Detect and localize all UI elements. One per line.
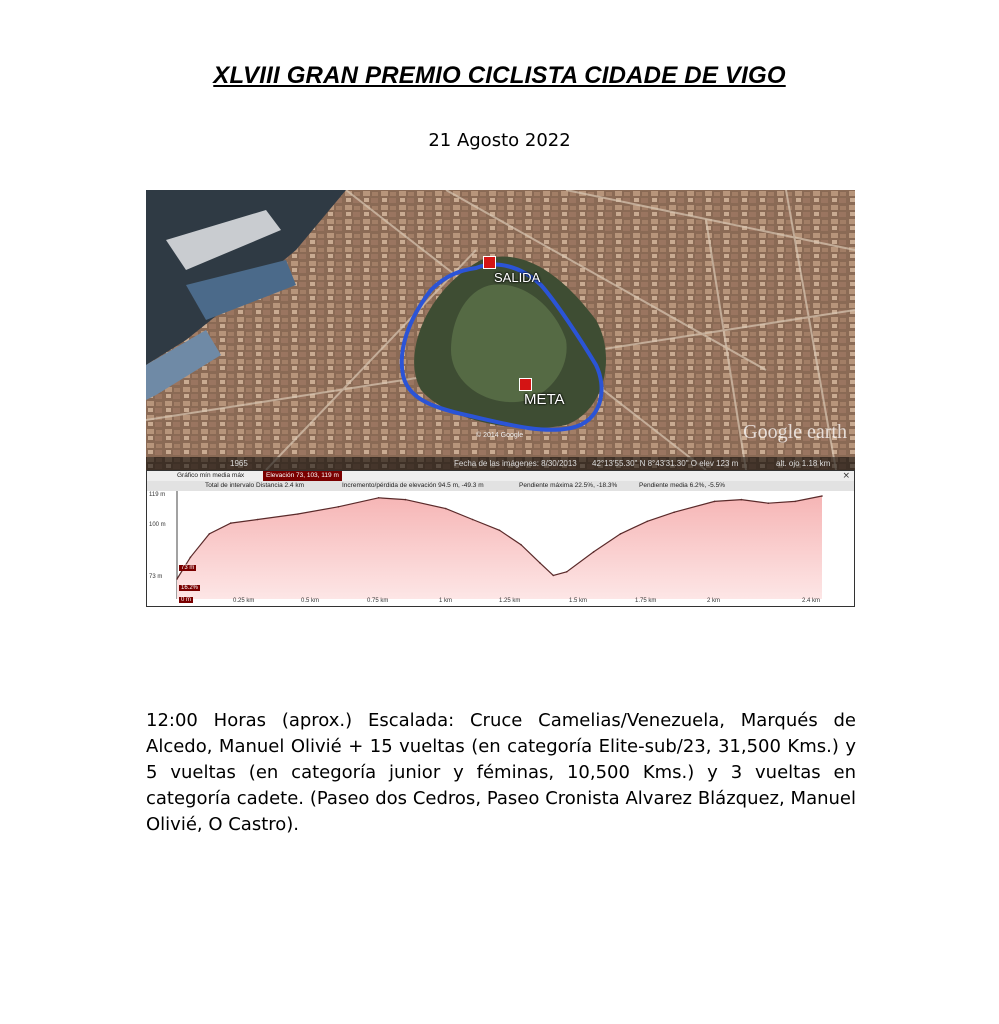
map-year: 1965 <box>230 459 248 468</box>
elevation-point <box>794 501 796 503</box>
map-coords: 42°13'55.30" N 8°43'31.30" O elev 123 m <box>592 459 739 468</box>
elevation-point <box>566 571 568 573</box>
elevation-point <box>176 578 178 580</box>
map-copyright: © 2014 Google <box>476 432 524 439</box>
elevation-point <box>230 522 232 524</box>
elevation-point <box>647 521 649 523</box>
profile-header-row2 <box>147 481 854 491</box>
elevation-point <box>539 562 541 564</box>
x-label: 0.75 km <box>367 598 389 604</box>
y-label-max: 119 m <box>149 492 166 498</box>
tag-73m: 73 m <box>181 565 195 571</box>
x-label: 0.5 km <box>301 598 320 604</box>
elevation-point <box>741 499 743 501</box>
route-map <box>146 190 855 470</box>
page-title: XLVIII GRAN PREMIO CICLISTA CIDADE DE VIGO <box>213 62 786 89</box>
x-label: 1.25 km <box>499 598 521 604</box>
map-image-date: Fecha de las imágenes: 8/30/2013 <box>454 459 577 468</box>
elevation-point <box>405 499 407 501</box>
elevation-point <box>338 506 340 508</box>
profile-graph-label: Gráfico mín media máx <box>177 472 245 479</box>
profile-header-row1 <box>147 471 854 481</box>
x-label: 2 km <box>707 598 721 604</box>
elevation-area <box>177 496 822 599</box>
finish-label: META <box>524 391 565 408</box>
elevation-point <box>472 519 474 521</box>
elevation-point <box>209 533 211 535</box>
elevation-point <box>553 575 555 577</box>
x-label: 1 km <box>439 598 453 604</box>
profile-range-total: Total de intervalo Distancia 2.4 km <box>205 482 304 489</box>
elevation-point <box>714 501 716 503</box>
map-info-bar <box>146 457 855 470</box>
x-label: 0.25 km <box>233 598 255 604</box>
x-label: 1.5 km <box>569 598 588 604</box>
tag-0m: 0 m <box>181 597 192 603</box>
y-label-mid: 100 m <box>149 522 166 528</box>
map-eye-alt: alt. ojo 1.18 km <box>776 459 831 468</box>
elevation-point <box>257 519 259 521</box>
start-marker <box>483 256 496 269</box>
elevation-point <box>821 495 823 497</box>
tag-percent: 16.2% <box>181 585 199 591</box>
elevation-point <box>499 530 501 532</box>
elevation-point <box>673 511 675 513</box>
x-label: 2.4 km <box>802 598 821 604</box>
elevation-point <box>593 551 595 553</box>
profile-max-slope: Pendiente máxima 22.5%, -18.3% <box>519 482 618 489</box>
y-label-min: 73 m <box>149 574 163 580</box>
x-label: 1.75 km <box>635 598 657 604</box>
elevation-point <box>190 557 192 559</box>
elevation-point <box>378 497 380 499</box>
elevation-point <box>297 513 299 515</box>
race-description: 12:00 Horas (aprox.) Escalada: Cruce Camelias/Venezuela, Marqués de Alcedo, Manuel Olivié + 15 vueltas (en categoría Elite-sub/23, 31,500 Kms.) y 5 vueltas (en categoría junior y féminas, 10,500 Kms.) y 3 vueltas en categoría cadete. (Paseo dos Cedros, Paseo Cronista Alvarez Blázquez, Manuel Olivié, O Castro). <box>146 710 856 835</box>
elevation-point <box>620 533 622 535</box>
elevation-point <box>445 508 447 510</box>
profile-gain-loss: Incremento/pérdida de elevación 94.5 m, -49.3 m <box>342 482 484 489</box>
profile-avg-slope: Pendiente media 6.2%, -5.5% <box>639 482 725 489</box>
close-icon[interactable]: × <box>842 471 850 481</box>
event-date: 21 Agosto 2022 <box>428 130 571 151</box>
elevation-profile <box>146 470 855 607</box>
elevation-point <box>768 502 770 504</box>
elevation-point <box>520 544 522 546</box>
start-label: SALIDA <box>494 270 541 285</box>
google-earth-watermark: Google earth <box>743 421 847 443</box>
profile-chart <box>147 491 854 606</box>
finish-marker <box>519 378 532 391</box>
profile-elevation: Elevación 73, 103, 119 m <box>263 471 342 481</box>
